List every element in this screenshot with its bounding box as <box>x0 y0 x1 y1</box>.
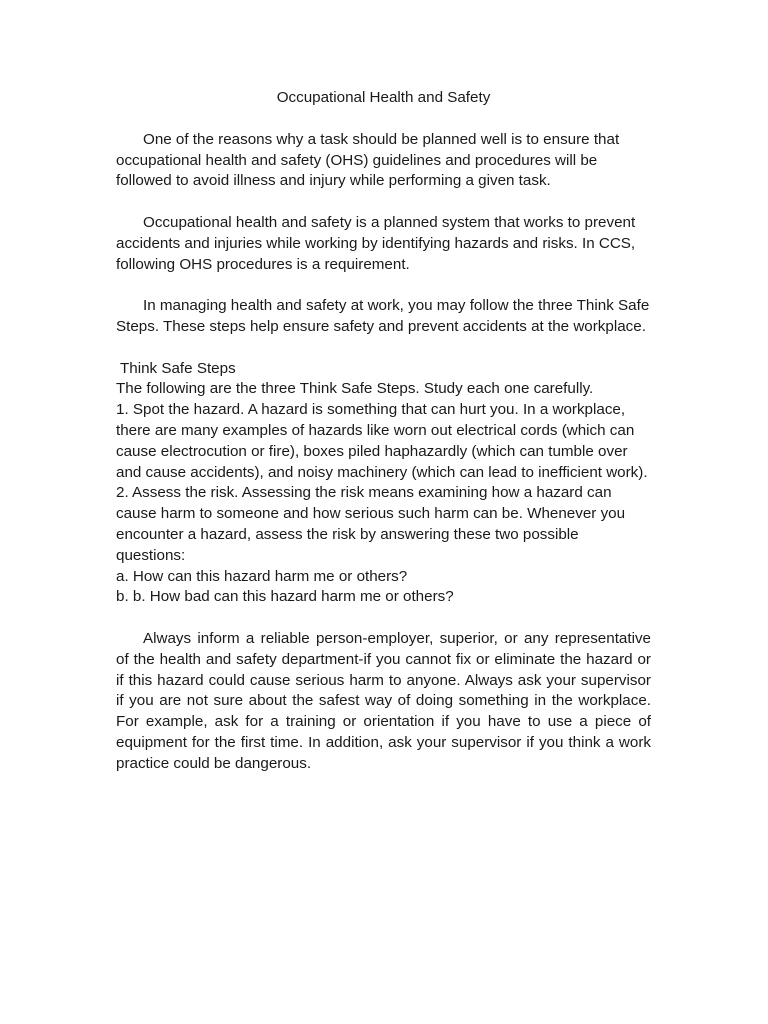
intro-paragraph-1: One of the reasons why a task should be planned well is to ensure that occupational health and safety (OHS) guidelines and procedures will be followed to avoid illness and injury while performing a given task. <box>116 130 620 190</box>
document-title: Occupational Health and Safety <box>276 89 491 106</box>
think-safe-steps-section <box>116 359 651 609</box>
section-heading: Think Safe Steps <box>120 359 236 377</box>
intro-paragraph-3: In managing health and safety at work, you may follow the three Think Safe Steps. These steps help ensure safety and prevent accidents at the workplace. <box>116 297 650 335</box>
closing-paragraph: Always inform a reliable person-employer, superior, or any representative of the health and safety department-if you cannot fix or eliminate the hazard or if this hazard could cause serious harm to anyone. Always ask your supervisor if you are not sure about the safest way of doing something in the workplace. For example, ask for a training or orientation if you have to use a piece of equipment for the first time. In addition, ask your supervisor if you think a work practice could be dangerous. <box>116 629 651 772</box>
intro-paragraph-2: Occupational health and safety is a planned system that works to prevent accidents and injuries while working by identifying hazards and risks. In CCS, following OHS procedures is a requirement. <box>116 213 636 273</box>
question-a: a. How can this hazard harm me or others? <box>116 567 408 585</box>
document-page <box>116 88 651 795</box>
step-2: 2. Assess the risk. Assessing the risk means examining how a hazard can cause harm to someone and how serious such harm can be. Whenever you encounter a hazard, assess the risk by answering these two possible questions: <box>116 484 626 564</box>
question-b: b. b. How bad can this hazard harm me or others? <box>116 588 454 606</box>
step-1: 1. Spot the hazard. A hazard is something that can hurt you. In a workplace, there are many examples of hazards like worn out electrical cords (which can cause electrocution or fire), boxes piled haphazardly (which can tumble over and cause accidents), and noisy machinery (which can lead to inefficient work). <box>116 401 648 481</box>
spacer <box>116 608 651 629</box>
steps-intro: The following are the three Think Safe Steps. Study each one carefully. <box>116 380 594 398</box>
